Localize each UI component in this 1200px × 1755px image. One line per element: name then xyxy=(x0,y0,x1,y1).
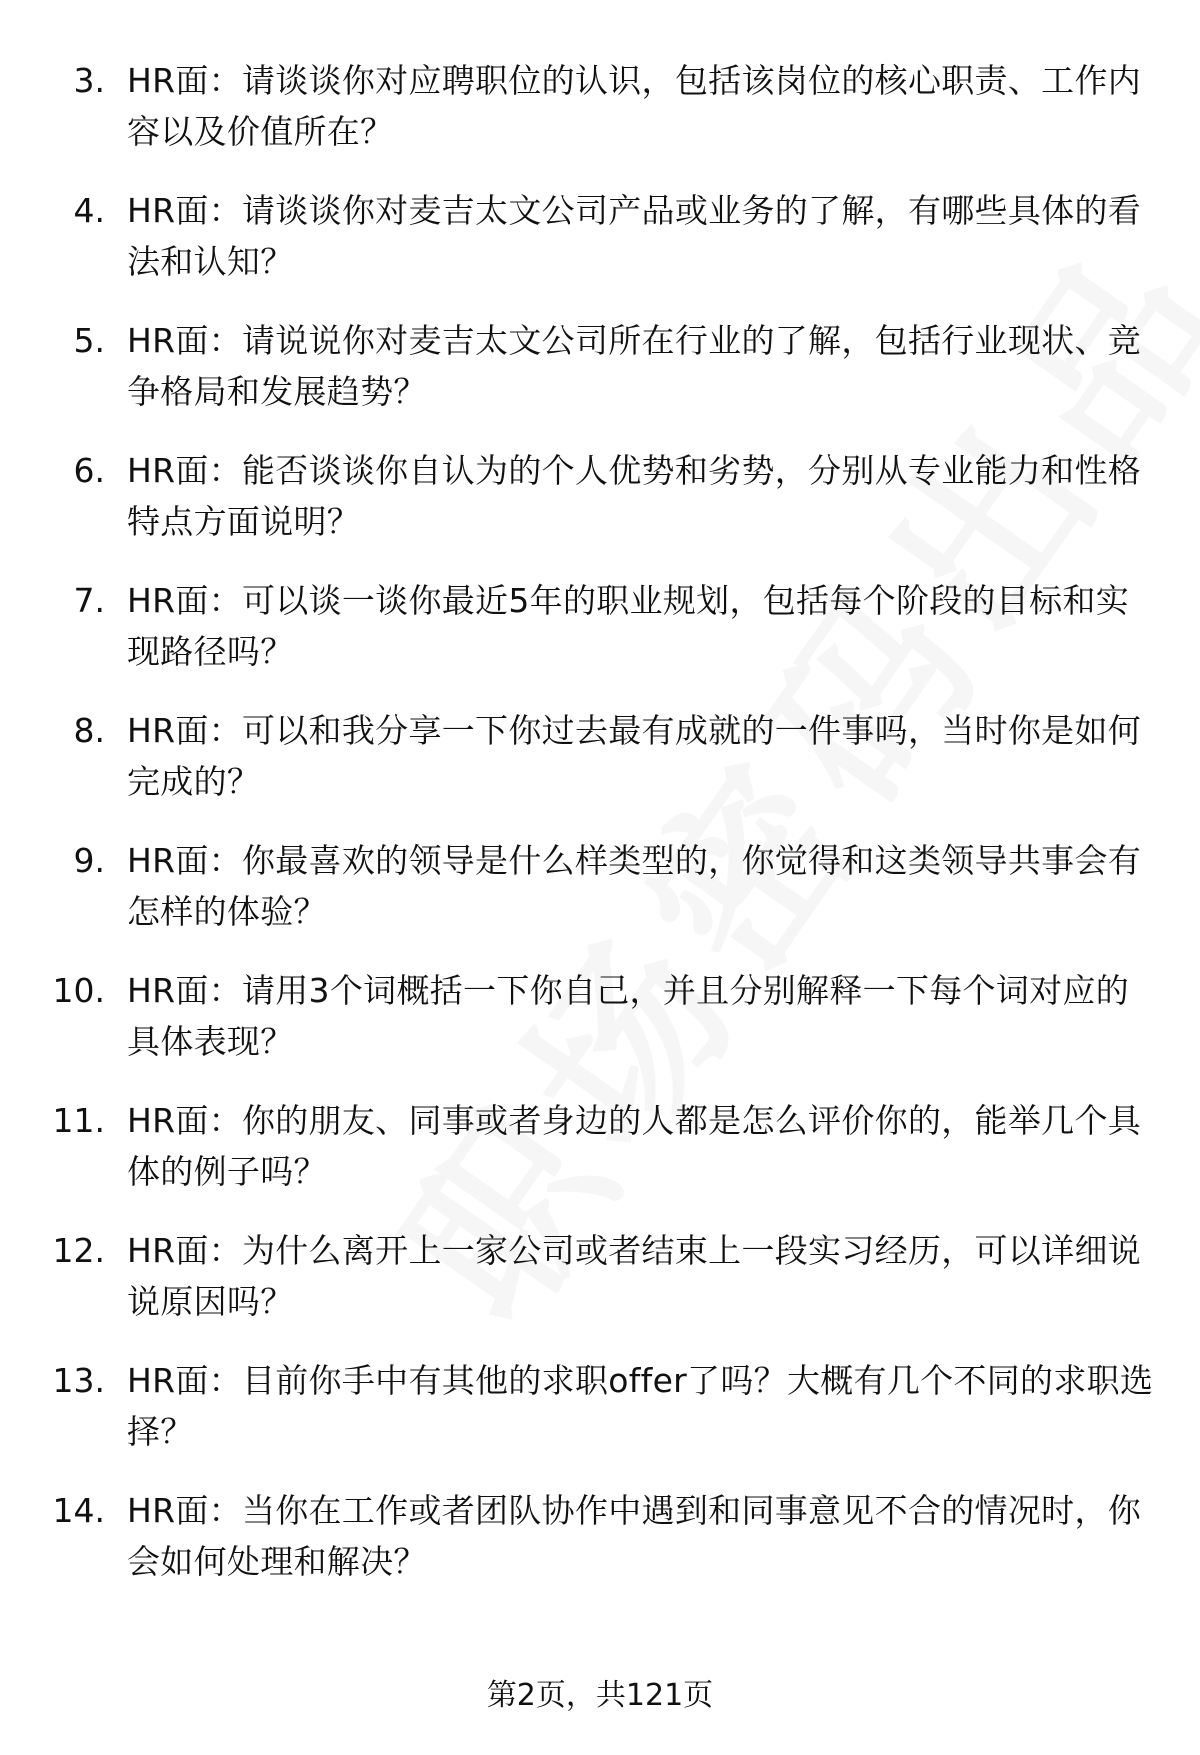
question-text: HR面：可以和我分享一下你过去最有成就的一件事吗，当时你是如何完成的？ xyxy=(127,711,1142,801)
question-item xyxy=(0,185,1200,315)
question-item xyxy=(0,1355,1200,1485)
question-text: HR面：你最喜欢的领导是什么样类型的，你觉得和这类领导共事会有怎样的体验？ xyxy=(127,841,1142,931)
question-text: HR面：为什么离开上一家公司或者结束上一段实习经历，可以详细说说原因吗？ xyxy=(127,1231,1142,1321)
question-number: 8. xyxy=(73,711,105,750)
question-item xyxy=(0,1225,1200,1355)
question-item xyxy=(0,1095,1200,1225)
question-number: 11. xyxy=(52,1101,105,1140)
question-item xyxy=(0,835,1200,965)
question-number: 13. xyxy=(52,1361,105,1400)
question-text: HR面：能否谈谈你自认为的个人优势和劣势，分别从专业能力和性格特点方面说明？ xyxy=(127,451,1142,541)
question-text: HR面：请谈谈你对麦吉太文公司产品或业务的了解，有哪些具体的看法和认知？ xyxy=(127,191,1142,281)
question-number: 4. xyxy=(73,191,105,230)
question-item xyxy=(0,965,1200,1095)
question-text: HR面：可以谈一谈你最近5年的职业规划，包括每个阶段的目标和实现路径吗？ xyxy=(127,581,1130,671)
question-number: 12. xyxy=(52,1231,105,1270)
question-item xyxy=(0,315,1200,445)
question-item xyxy=(0,1485,1200,1615)
question-number: 6. xyxy=(73,451,105,490)
question-text: HR面：请谈谈你对应聘职位的认识，包括该岗位的核心职责、工作内容以及价值所在？ xyxy=(127,61,1142,151)
question-number: 10. xyxy=(52,971,105,1010)
question-item xyxy=(0,445,1200,575)
question-number: 14. xyxy=(52,1491,105,1530)
question-number: 9. xyxy=(73,841,105,880)
question-text: HR面：你的朋友、同事或者身边的人都是怎么评价你的，能举几个具体的例子吗？ xyxy=(127,1101,1142,1191)
question-number: 7. xyxy=(73,581,105,620)
question-number: 5. xyxy=(73,321,105,360)
question-item xyxy=(0,575,1200,705)
question-item xyxy=(0,55,1200,185)
question-item xyxy=(0,705,1200,835)
page-footer: 第2页，共121页 xyxy=(486,1678,714,1713)
question-text: HR面：当你在工作或者团队协作中遇到和同事意见不合的情况时，你会如何处理和解决？ xyxy=(127,1491,1142,1581)
question-list xyxy=(0,55,1200,1615)
question-number: 3. xyxy=(73,61,105,100)
question-text: HR面：目前你手中有其他的求职offer了吗？大概有几个不同的求职选择？ xyxy=(127,1361,1154,1451)
question-text: HR面：请用3个词概括一下你自己，并且分别解释一下每个词对应的具体表现？ xyxy=(127,971,1130,1061)
question-text: HR面：请说说你对麦吉太文公司所在行业的了解，包括行业现状、竞争格局和发展趋势？ xyxy=(127,321,1142,411)
